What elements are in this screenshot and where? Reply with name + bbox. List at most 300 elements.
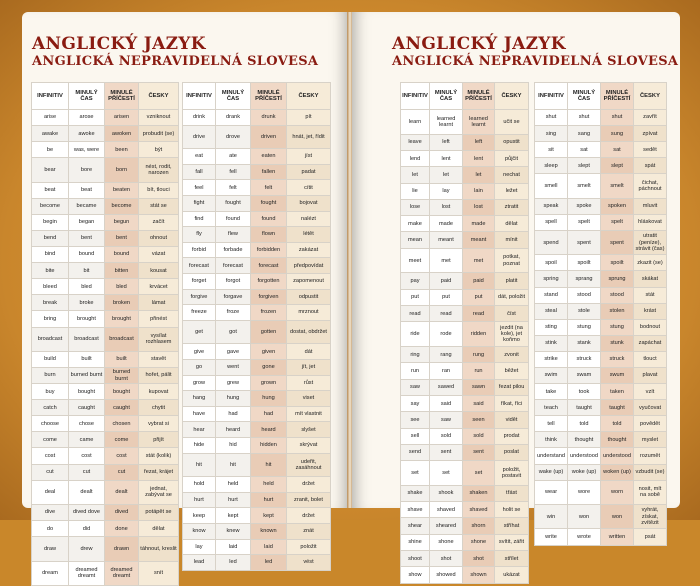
past-simple-cell: stung [568, 319, 601, 335]
czech-translation-cell: řezat, krájet [139, 464, 179, 480]
table-row [535, 529, 667, 545]
past-participle-cell: broken [105, 295, 139, 311]
infinitive-cell: write [535, 529, 568, 545]
czech-translation-cell: platit [495, 273, 529, 289]
table-row [183, 453, 331, 477]
czech-translation-cell: vzniknout [139, 110, 179, 126]
past-participle-cell: said [463, 395, 495, 411]
infinitive-cell: bring [32, 311, 69, 327]
past-participle-cell: done [105, 521, 139, 537]
past-simple-cell: built [69, 351, 105, 367]
table-row [183, 211, 331, 227]
table-row [183, 508, 331, 524]
past-simple-cell: set [430, 461, 463, 486]
infinitive-cell: become [32, 198, 69, 214]
table-row [401, 567, 529, 583]
czech-translation-cell: ztratit [495, 199, 529, 215]
czech-translation-cell: čichat, páchnout [634, 174, 667, 198]
past-simple-cell: fell [216, 164, 251, 180]
infinitive-cell: beat [32, 182, 69, 198]
infinitive-cell: cost [32, 448, 69, 464]
czech-translation-cell: zapomenout [287, 273, 331, 289]
table-row [535, 230, 667, 254]
infinitive-cell: saw [401, 379, 430, 395]
table-row [401, 412, 529, 428]
table-row [32, 295, 179, 311]
infinitive-cell: dive [32, 505, 69, 521]
czech-translation-cell: hnát, jet, řídit [287, 125, 331, 149]
infinitive-cell: hide [183, 437, 216, 453]
czech-translation-cell: táhnout, kreslit [139, 537, 179, 561]
past-simple-cell: shook [430, 485, 463, 501]
past-participle-cell: come [105, 432, 139, 448]
infinitive-cell: do [32, 521, 69, 537]
infinitive-cell: learn [401, 110, 430, 135]
table-header-row [401, 83, 529, 110]
table-row [32, 110, 179, 126]
czech-translation-cell: sedět [634, 142, 667, 158]
past-simple-cell: sprang [568, 271, 601, 287]
past-participle-cell: left [463, 134, 495, 150]
table-row [32, 230, 179, 246]
past-participle-cell: brought [105, 311, 139, 327]
infinitive-cell: forecast [183, 258, 216, 274]
past-simple-cell: spoke [568, 198, 601, 214]
infinitive-cell: hurt [183, 492, 216, 508]
czech-translation-cell: vyučovat [634, 400, 667, 416]
past-simple-cell: took [568, 384, 601, 400]
czech-translation-cell: vzbudit (se) [634, 464, 667, 480]
czech-translation-cell: stříhat [495, 518, 529, 534]
infinitive-cell: swim [535, 368, 568, 384]
table-row [401, 167, 529, 183]
czech-translation-cell: hořet, pálit [139, 368, 179, 384]
past-simple-cell: struck [568, 351, 601, 367]
table-row [32, 142, 179, 158]
past-participle-cell: burned burnt [105, 368, 139, 384]
past-participle-cell: hung [251, 391, 287, 407]
table-row [535, 368, 667, 384]
infinitive-cell: lead [183, 555, 216, 571]
infinitive-cell: broadcast [32, 327, 69, 351]
czech-translation-cell: stát se [139, 198, 179, 214]
past-participle-cell: become [105, 198, 139, 214]
verb-table [182, 82, 331, 571]
table-row [183, 477, 331, 493]
verb-table [400, 82, 529, 584]
czech-translation-cell: řezat pilou [495, 379, 529, 395]
czech-translation-cell: mínit [495, 232, 529, 248]
czech-translation-cell: cítit [287, 180, 331, 196]
past-simple-cell: hung [216, 391, 251, 407]
past-participle-cell: bought [105, 384, 139, 400]
table-row [32, 279, 179, 295]
table-row [183, 555, 331, 571]
infinitive-cell: bleed [32, 279, 69, 295]
past-participle-cell: meant [463, 232, 495, 248]
past-participle-cell: swum [601, 368, 634, 384]
past-simple-cell: led [216, 555, 251, 571]
past-simple-cell: lent [430, 151, 463, 167]
czech-translation-cell: pít [287, 110, 331, 126]
table-row [32, 384, 179, 400]
past-participle-cell: heard [251, 422, 287, 438]
table-row [535, 142, 667, 158]
table-row [535, 126, 667, 142]
infinitive-cell: bend [32, 230, 69, 246]
czech-translation-cell: povědět [634, 416, 667, 432]
infinitive-cell: teach [535, 400, 568, 416]
past-simple-cell: found [216, 211, 251, 227]
czech-translation-cell: růst [287, 375, 331, 391]
past-simple-cell: chose [69, 416, 105, 432]
czech-translation-cell: stát (kolik) [139, 448, 179, 464]
table-row [535, 255, 667, 271]
past-participle-cell: shorn [463, 518, 495, 534]
past-participle-cell: arisen [105, 110, 139, 126]
past-simple-cell: sat [568, 142, 601, 158]
infinitive-cell: mean [401, 232, 430, 248]
table-row [183, 258, 331, 274]
past-participle-cell: ridden [463, 322, 495, 347]
past-participle-cell: sawn [463, 379, 495, 395]
czech-translation-cell: jíst [287, 149, 331, 165]
left-page [22, 12, 348, 580]
past-simple-cell: understood [568, 448, 601, 464]
past-simple-cell: flew [216, 227, 251, 243]
past-simple-cell: spent [568, 230, 601, 254]
table-row [401, 518, 529, 534]
czech-translation-cell: dát [287, 344, 331, 360]
past-simple-cell: bought [69, 384, 105, 400]
table-row [401, 232, 529, 248]
past-participle-cell: sent [463, 444, 495, 460]
table-row [32, 561, 179, 585]
czech-translation-cell: bít, tlouci [139, 182, 179, 198]
infinitive-cell: spoil [535, 255, 568, 271]
column-header: ČESKY [287, 83, 331, 110]
czech-translation-cell: znát [287, 523, 331, 539]
past-participle-cell: forgiven [251, 289, 287, 305]
past-participle-cell: seen [463, 412, 495, 428]
czech-translation-cell: jednat, zabývat se [139, 480, 179, 504]
infinitive-cell: freeze [183, 305, 216, 321]
table-header-row [32, 83, 179, 110]
infinitive-cell: see [401, 412, 430, 428]
column-header: INFINITIV [183, 83, 216, 110]
past-simple-cell: made [430, 216, 463, 232]
table-header-row [183, 83, 331, 110]
past-simple-cell: bent [69, 230, 105, 246]
past-participle-cell: laid [251, 539, 287, 555]
column-header: MINULÉ PŘÍČESTÍ [601, 83, 634, 110]
czech-translation-cell: zranit, bolet [287, 492, 331, 508]
past-simple-cell: bit [69, 263, 105, 279]
past-participle-cell: drawn [105, 537, 139, 561]
past-simple-cell: stood [568, 287, 601, 303]
past-simple-cell: cut [69, 464, 105, 480]
table-row [32, 198, 179, 214]
past-participle-cell: shone [463, 534, 495, 550]
past-participle-cell: begun [105, 214, 139, 230]
column-header: ČESKY [139, 83, 179, 110]
past-participle-cell: had [251, 406, 287, 422]
past-simple-cell: saw [430, 412, 463, 428]
czech-translation-cell: jezdit (na kole), jet koňmo [495, 322, 529, 347]
czech-translation-cell: nechat [495, 167, 529, 183]
infinitive-cell: keep [183, 508, 216, 524]
table-row [401, 248, 529, 273]
past-participle-cell: fallen [251, 164, 287, 180]
infinitive-cell: cut [32, 464, 69, 480]
column-header: MINULÝ ČAS [216, 83, 251, 110]
table-row [183, 422, 331, 438]
past-simple-cell: sang [568, 126, 601, 142]
past-participle-cell: thought [601, 432, 634, 448]
czech-translation-cell: zpívat [634, 126, 667, 142]
past-simple-cell: went [216, 359, 251, 375]
past-participle-cell: forecast [251, 258, 287, 274]
czech-translation-cell: zavřít [634, 110, 667, 126]
table-row [183, 242, 331, 258]
past-participle-cell: awoken [105, 126, 139, 142]
table-row [401, 534, 529, 550]
infinitive-cell: ride [401, 322, 430, 347]
table-row [401, 347, 529, 363]
past-simple-cell: sold [430, 428, 463, 444]
past-participle-cell: broadcast [105, 327, 139, 351]
table-row [183, 227, 331, 243]
past-participle-cell: spoilt [601, 255, 634, 271]
past-simple-cell: arose [69, 110, 105, 126]
past-simple-cell: hid [216, 437, 251, 453]
past-simple-cell: dived dove [69, 505, 105, 521]
czech-translation-cell: střílet [495, 551, 529, 567]
table-row [183, 375, 331, 391]
infinitive-cell: lie [401, 183, 430, 199]
past-participle-cell: caught [105, 400, 139, 416]
table-row [32, 448, 179, 464]
past-simple-cell: came [69, 432, 105, 448]
table-row [535, 174, 667, 198]
infinitive-cell: come [32, 432, 69, 448]
table-row [401, 289, 529, 305]
table-row [401, 322, 529, 347]
past-simple-cell: did [69, 521, 105, 537]
past-participle-cell: hurt [251, 492, 287, 508]
past-simple-cell: drew [69, 537, 105, 561]
page-title: ANGLICKÝ JAZYK [392, 34, 566, 54]
past-participle-cell: gone [251, 359, 287, 375]
infinitive-cell: begin [32, 214, 69, 230]
table-row [401, 183, 529, 199]
table-row [183, 359, 331, 375]
infinitive-cell: understand [535, 448, 568, 464]
past-simple-cell: gave [216, 344, 251, 360]
table-row [535, 110, 667, 126]
table-row [32, 311, 179, 327]
czech-translation-cell: číst [495, 306, 529, 322]
table-row [32, 263, 179, 279]
past-simple-cell: taught [568, 400, 601, 416]
czech-translation-cell: mluvit [634, 198, 667, 214]
past-participle-cell: built [105, 351, 139, 367]
infinitive-cell: go [183, 359, 216, 375]
czech-translation-cell: dělat [139, 521, 179, 537]
czech-translation-cell: nést, rodit, narozen [139, 158, 179, 182]
column-header: MINULÝ ČAS [568, 83, 601, 110]
czech-translation-cell: vysílat rozhlasem [139, 327, 179, 351]
infinitive-cell: run [401, 363, 430, 379]
past-simple-cell: hurt [216, 492, 251, 508]
infinitive-cell: spell [535, 214, 568, 230]
infinitive-cell: tell [535, 416, 568, 432]
past-simple-cell: knew [216, 523, 251, 539]
past-simple-cell: told [568, 416, 601, 432]
table-row [401, 363, 529, 379]
czech-translation-cell: ležet [495, 183, 529, 199]
infinitive-cell: shut [535, 110, 568, 126]
czech-translation-cell: dělat [495, 216, 529, 232]
past-simple-cell: froze [216, 305, 251, 321]
table-row [401, 379, 529, 395]
past-participle-cell: held [251, 477, 287, 493]
table-row [32, 416, 179, 432]
past-simple-cell: dreamed dreamt [69, 561, 105, 585]
past-participle-cell: dreamed dreamt [105, 561, 139, 585]
verb-table [31, 82, 179, 586]
past-participle-cell: stolen [601, 303, 634, 319]
table-row [32, 464, 179, 480]
czech-translation-cell: zkazit (se) [634, 255, 667, 271]
infinitive-cell: bear [32, 158, 69, 182]
czech-translation-cell: odpustit [287, 289, 331, 305]
infinitive-cell: eat [183, 149, 216, 165]
infinitive-cell: give [183, 344, 216, 360]
past-participle-cell: lent [463, 151, 495, 167]
past-simple-cell: lay [430, 183, 463, 199]
table-row [183, 539, 331, 555]
infinitive-cell: drive [183, 125, 216, 149]
past-participle-cell: shaken [463, 485, 495, 501]
infinitive-cell: arise [32, 110, 69, 126]
table-row [32, 368, 179, 384]
czech-translation-cell: viset [287, 391, 331, 407]
past-participle-cell: hit [251, 453, 287, 477]
past-participle-cell: stunk [601, 335, 634, 351]
past-simple-cell: slept [568, 158, 601, 174]
page-subtitle: ANGLICKÁ NEPRAVIDELNÁ SLOVESA [32, 54, 319, 69]
past-simple-cell: sent [430, 444, 463, 460]
table-row [535, 198, 667, 214]
czech-translation-cell: opustit [495, 134, 529, 150]
infinitive-cell: hear [183, 422, 216, 438]
table-row [535, 303, 667, 319]
czech-translation-cell: ohnout [139, 230, 179, 246]
infinitive-cell: take [535, 384, 568, 400]
past-simple-cell: woke (up) [568, 464, 601, 480]
table-row [535, 287, 667, 303]
infinitive-cell: find [183, 211, 216, 227]
infinitive-cell: pay [401, 273, 430, 289]
czech-translation-cell: dostat, obdržet [287, 320, 331, 344]
past-simple-cell: felt [216, 180, 251, 196]
past-participle-cell: known [251, 523, 287, 539]
infinitive-cell: grow [183, 375, 216, 391]
table-row [32, 247, 179, 263]
past-simple-cell: swam [568, 368, 601, 384]
table-row [183, 149, 331, 165]
czech-translation-cell: nosit, mít na sobě [634, 480, 667, 504]
table-row [32, 432, 179, 448]
czech-translation-cell: snít [139, 561, 179, 585]
infinitive-cell: hold [183, 477, 216, 493]
czech-translation-cell: ukázat [495, 567, 529, 583]
czech-translation-cell: říkat, říci [495, 395, 529, 411]
past-simple-cell: showed [430, 567, 463, 583]
infinitive-cell: stink [535, 335, 568, 351]
past-simple-cell: said [430, 395, 463, 411]
table-row [32, 126, 179, 142]
table-row [401, 151, 529, 167]
past-participle-cell: written [601, 529, 634, 545]
past-simple-cell: beat [69, 182, 105, 198]
table-row [32, 480, 179, 504]
table-row [535, 400, 667, 416]
past-participle-cell: sprung [601, 271, 634, 287]
infinitive-cell: read [401, 306, 430, 322]
past-participle-cell: rung [463, 347, 495, 363]
infinitive-cell: show [401, 567, 430, 583]
past-participle-cell: told [601, 416, 634, 432]
czech-translation-cell: vidět [495, 412, 529, 428]
infinitive-cell: shave [401, 502, 430, 518]
verb-table [534, 82, 667, 546]
czech-translation-cell: běžet [495, 363, 529, 379]
table-row [401, 395, 529, 411]
past-participle-cell: stood [601, 287, 634, 303]
column-header: INFINITIV [535, 83, 568, 110]
infinitive-cell: forget [183, 273, 216, 289]
past-simple-cell: began [69, 214, 105, 230]
past-simple-cell: forecast [216, 258, 251, 274]
past-simple-cell: had [216, 406, 251, 422]
czech-translation-cell: spát [634, 158, 667, 174]
right-page [352, 12, 680, 578]
past-simple-cell: paid [430, 273, 463, 289]
infinitive-cell: wake (up) [535, 464, 568, 480]
table-row [535, 448, 667, 464]
past-simple-cell: met [430, 248, 463, 273]
czech-translation-cell: předpovídat [287, 258, 331, 274]
past-simple-cell: got [216, 320, 251, 344]
past-participle-cell: kept [251, 508, 287, 524]
past-participle-cell: chosen [105, 416, 139, 432]
infinitive-cell: deal [32, 480, 69, 504]
czech-translation-cell: potkat, poznat [495, 248, 529, 273]
czech-translation-cell: stát [634, 287, 667, 303]
past-simple-cell: held [216, 477, 251, 493]
table-row [535, 214, 667, 230]
past-simple-cell: stank [568, 335, 601, 351]
past-participle-cell: been [105, 142, 139, 158]
table-row [535, 351, 667, 367]
past-participle-cell: spoken [601, 198, 634, 214]
table-row [32, 521, 179, 537]
czech-translation-cell: nalézt [287, 211, 331, 227]
infinitive-cell: awake [32, 126, 69, 142]
past-participle-cell: paid [463, 273, 495, 289]
